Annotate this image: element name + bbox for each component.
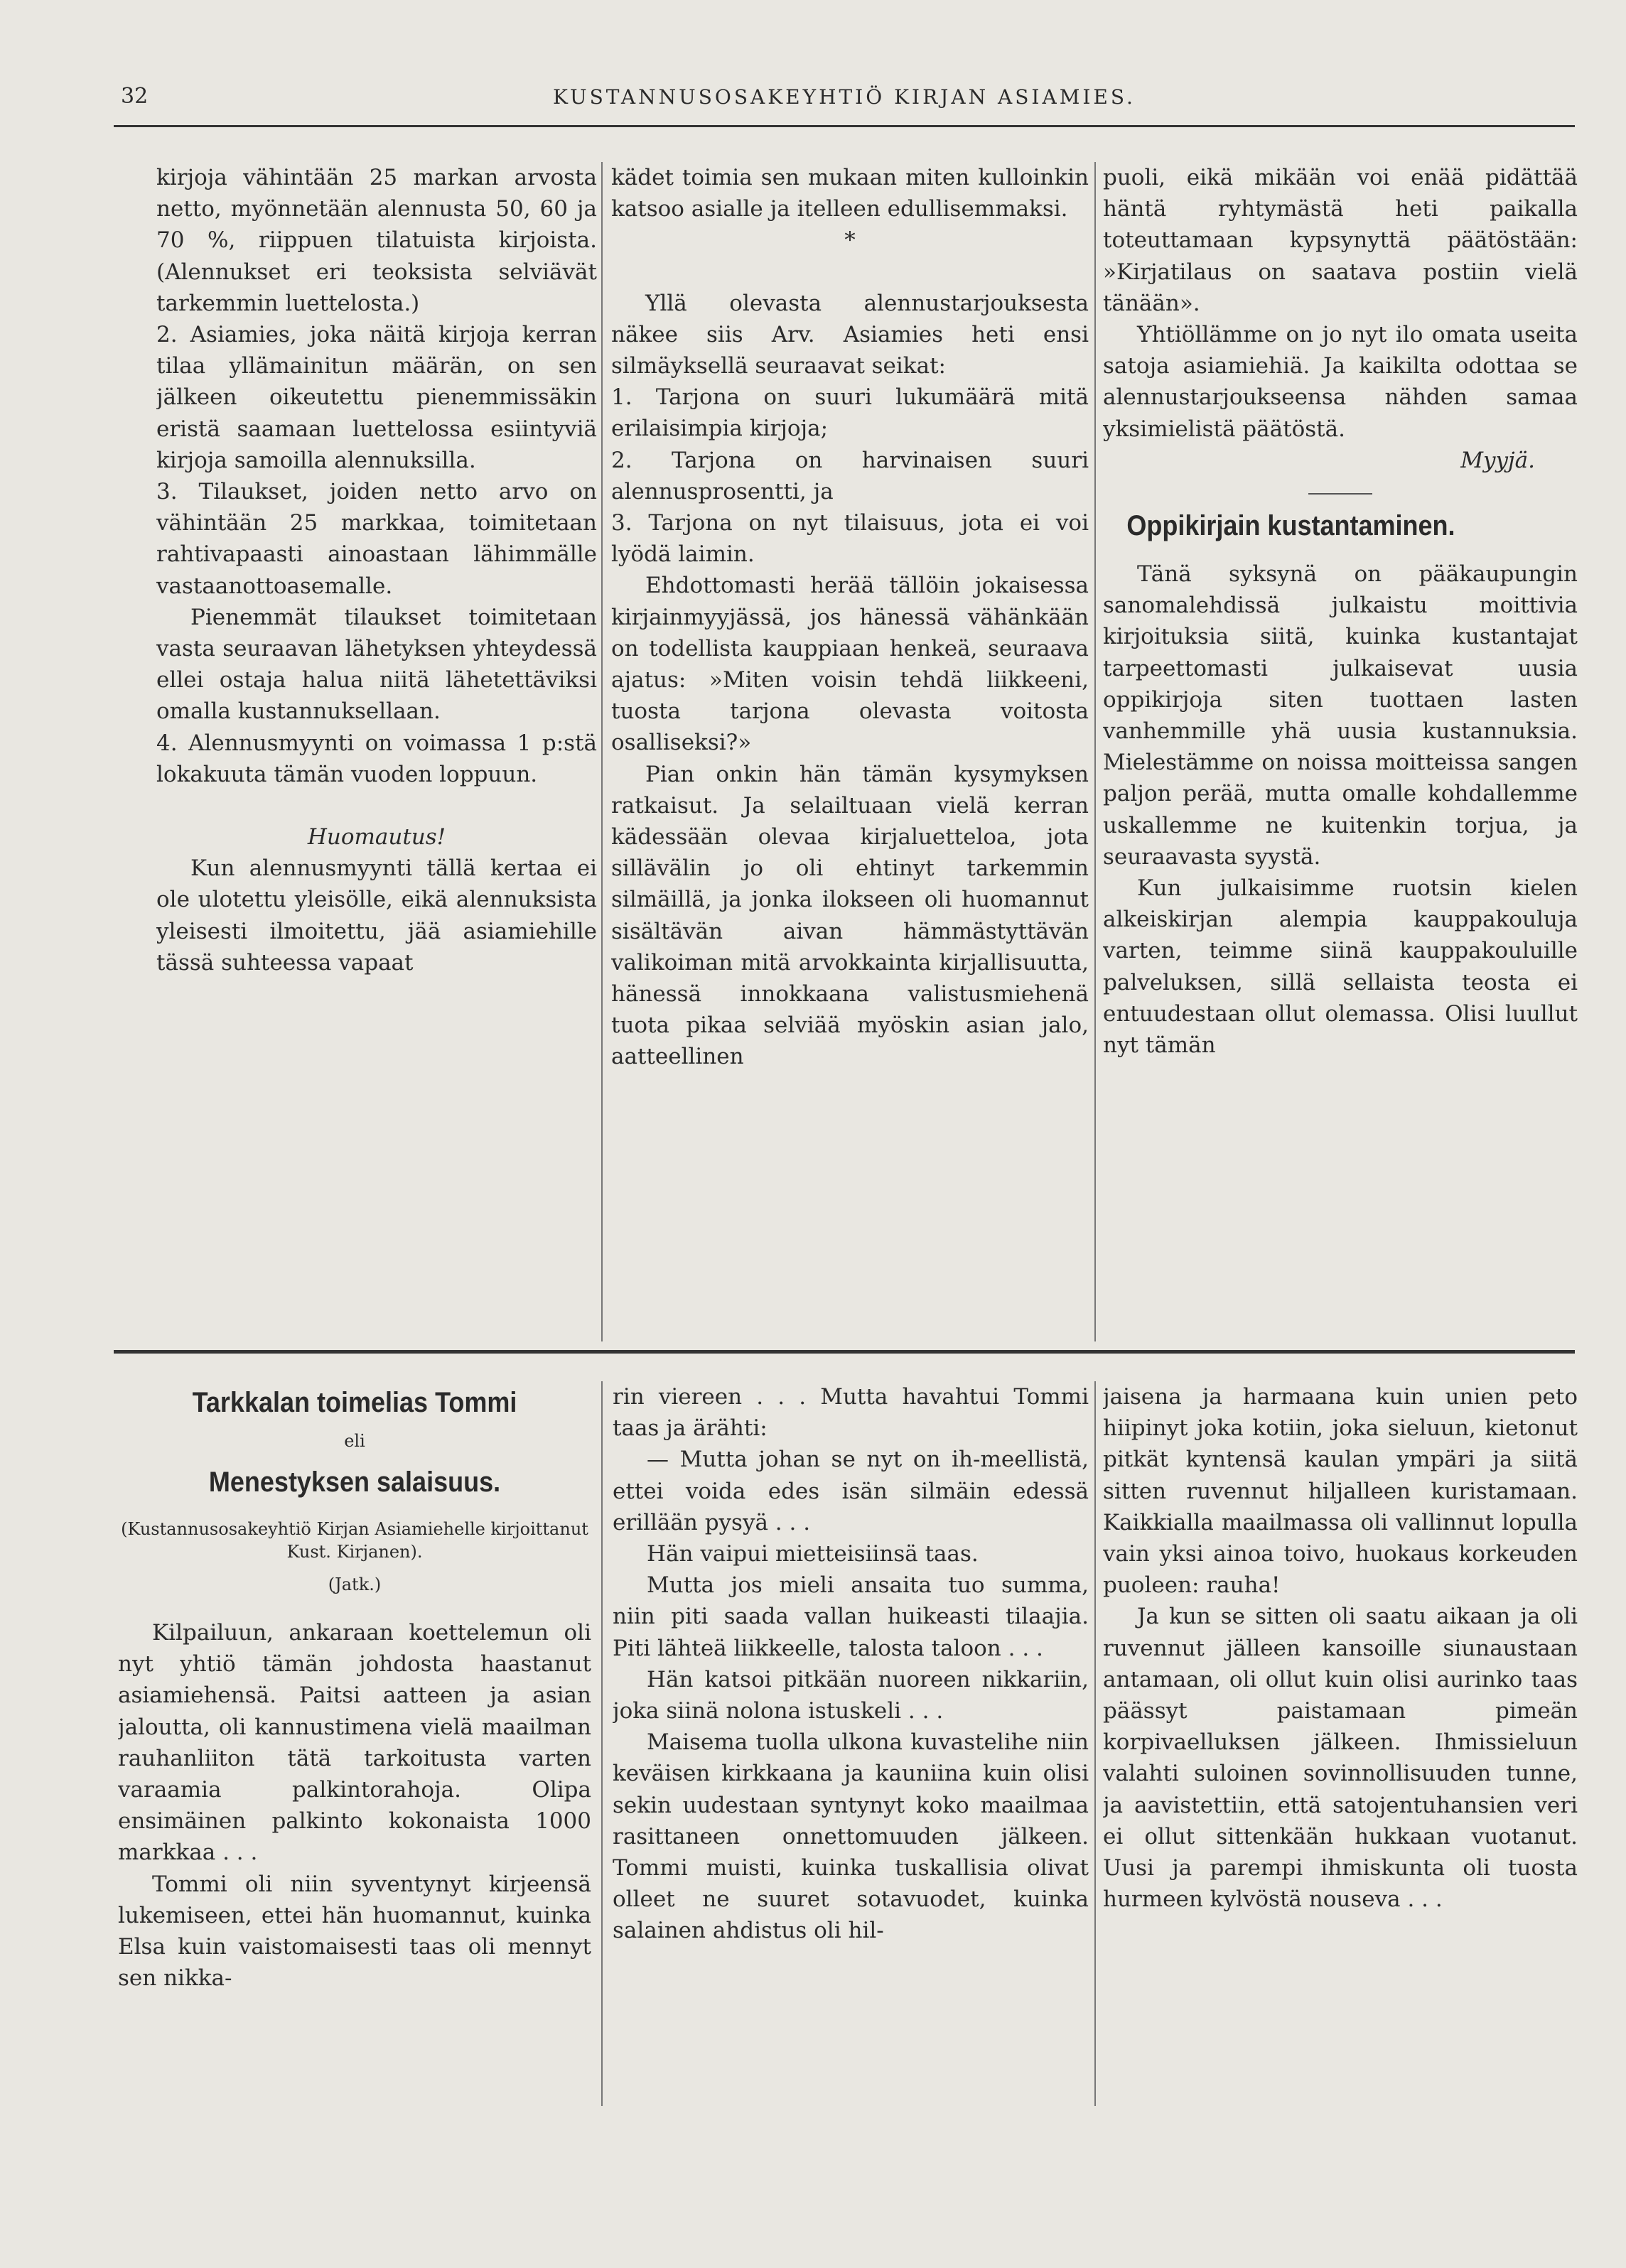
paragraph: jaisena ja harmaana kuin unien peto hiipinyt joka kotiin, joka sieluun, kietonut pitkät kyntensä kaulan ympäri ja siitä sitten ruvennut hiljalleen kuristamaan. Kaikkialla maailmassa oli vallinnut lopulla vain yksi ainoa toivo, huokaus korkeuden puoleen: rauha! — [1103, 1384, 1578, 1599]
page-header — [114, 80, 1575, 122]
paragraph: Hän katsoi pitkään nuoreen nikkariin, joka siinä nolona istuskeli . . . — [613, 1666, 1089, 1724]
paragraph: Kilpailuun, ankaraan koettelemun oli nyt yhtiö tämän johdosta haastanut asiamiehensä. Paitsi aatteen ja asian jaloutta, oli kannustimena vielä maailman rauhanliiton tätä tarkoitusta varten varaamia palkintorahoja. Olipa ensimäinen palkinto kokonaista 1000 markkaa . . . — [118, 1620, 591, 1866]
paragraph: Kun julkaisimme ruotsin kielen alkeiskirjan alempia kauppakouluja varten, teimme siinä kauppakouluille palveluksen, sillä sellaista teosta ei entuudestaan ollut olemassa. Olisi luullut nyt tämän — [1103, 875, 1578, 1059]
paragraph: Yllä olevasta alennustarjouksesta näkee siis Arv. Asiamies heti ensi silmäyksellä seuraavat seikat: — [611, 290, 1089, 379]
story-title: Tarkkalan toimelias Tommi — [192, 1387, 517, 1418]
paragraph: rin viereen . . . Mutta havahtui Tommi taas ja ärähti: — [613, 1384, 1089, 1442]
paragraph: Tommi oli niin syventynyt kirjeensä lukemiseen, ettei hän huomannut, kuinka Elsa kuin vaistomaisesti taas oli mennyt sen nikka- — [118, 1871, 591, 1992]
continued-note: (Jatk.) — [328, 1575, 382, 1594]
column-divider — [1094, 162, 1096, 1341]
column-divider — [601, 1381, 603, 2106]
paragraph: Hän vaipui mietteisiinsä taas. — [647, 1541, 979, 1567]
column-divider — [601, 162, 603, 1341]
short-divider — [1308, 493, 1372, 495]
column-divider — [1094, 1381, 1096, 2106]
bottom-column-3 — [1103, 1381, 1578, 2106]
paragraph: kirjoja vähintään 25 markan arvosta netto, myönnetään alennusta 50, 60 ja 70 %, riippuen tilatuista kirjoista. (Alennukset eri teoksista selviävät tarkemmin luettelosta.) — [156, 165, 597, 316]
paragraph: puoli, eikä mikään voi enää pidättää häntä ryhtymästä heti paikalla toteuttamaan kypsynyttä päätöstään: »Kirjatilaus on saatava postiin vielä tänään». — [1103, 165, 1578, 316]
top-column-2 — [611, 162, 1089, 1341]
list-item: 2. Asiamies, joka näitä kirjoja kerran tilaa yllämainitun määrän, on sen jälkeen oikeutettu pienemmissäkin eristä saamaan luettelossa esiintyviä kirjoja samoilla alennuksilla. — [156, 322, 597, 473]
section-separator: * — [844, 227, 856, 254]
bottom-column-1 — [118, 1381, 591, 2106]
signature: Myyjä. — [1460, 447, 1535, 473]
page-number: 32 — [121, 84, 149, 109]
paragraph: Ehdottomasti herää tällöin jokaisessa kirjainmyyjässä, jos hänessä vähänkään on todellista kauppiaan henkeä, seuraava ajatus: »Miten voisin tehdä liikkeeni, tuosta tarjona olevasta voitosta osalliseksi?» — [611, 573, 1089, 756]
list-item: 1. Tarjona on suuri lukumäärä mitä erilaisimpia kirjoja; — [611, 384, 1089, 442]
paragraph: Kun alennusmyynti tällä kertaa ei ole ulotettu yleisölle, eikä alennuksista yleisesti ilmoitettu, jää asiamiehille tässä suhteessa vapaat — [156, 855, 597, 976]
list-item: 2. Tarjona on harvinaisen suuri alennusprosentti, ja — [611, 447, 1089, 504]
note-heading: Huomautus! — [307, 824, 446, 850]
top-column-1 — [156, 162, 597, 1341]
list-item: 3. Tarjona on nyt tilaisuus, jota ei voi lyödä laimin. — [611, 510, 1089, 568]
list-item: 3. Tilaukset, joiden netto arvo on vähintään 25 markkaa, toimitetaan rahtivapaasti ainoastaan lähimmälle vastaanottoasemalle. — [156, 479, 597, 599]
header-rule — [114, 125, 1575, 127]
story-byline: (Kustannusosakeyhtiö Kirjan Asiamiehelle kirjoittanut Kust. Kirjanen). — [121, 1519, 588, 1562]
article-title: Oppikirjain kustantaminen. — [1126, 510, 1455, 542]
paragraph: Tänä syksynä on pääkaupungin sanomalehdissä julkaistu moittivia kirjoituksia siitä, kuinka kustantajat tarpeettomasti julkaisevat uusia oppikirjoja siten tuottaen lasten vanhemmille yhä uusia kustannuksia. Mielestämme on noissa moitteissa sangen paljon perää, mutta omalle kohdallemme uskallemme ne kuitenkin torjua, ja seuraavasta syystä. — [1103, 561, 1578, 870]
top-column-3 — [1103, 162, 1578, 1341]
paragraph: Maisema tuolla ulkona kuvastelihe niin keväisen kirkkaana ja kauniina kuin olisi sekin uudestaan syntynyt koko maailmaa rasittaneen onnettomuuden jälkeen. Tommi muisti, kuinka tuskallisia olivat olleet ne suuret sotavuodet, kuinka salainen ahdistus oli hil- — [613, 1729, 1089, 1944]
paragraph: Mutta jos mieli ansaita tuo summa, niin piti saada vallan huikeasti tilaajia. Piti lähteä liikkeelle, talosta taloon . . . — [613, 1572, 1089, 1661]
paragraph: Pienemmät tilaukset toimitetaan vasta seuraavan lähetyksen yhteydessä ellei ostaja halua niitä lähetettäviksi omalla kustannuksellaan. — [156, 604, 597, 725]
section-rule — [114, 1350, 1575, 1354]
paragraph: Pian onkin hän tämän kysymyksen ratkaisut. Ja selailtuaan vielä kerran kädessään olevaa kirjaluetteloa, jota sillävälin jo oli ehtinyt tarkemmin silmäillä, ja jonka ilokseen oli huomannut sisältävän aivan hämmästyttävän valikoiman mitä arvokkainta kirjallisuutta, hänessä innokkaana valistusmiehenä tuota pikaa selviää myöskin asian jalo, aatteellinen — [611, 761, 1089, 1070]
bottom-column-2 — [613, 1381, 1089, 2106]
story-subtitle: Menestyksen salaisuus. — [208, 1467, 501, 1498]
paragraph: Yhtiöllämme on jo nyt ilo omata useita satoja asiamiehiä. Ja kaikilta odottaa se alennustarjoukseensa nähden samaa yksimielistä päätöstä. — [1103, 322, 1578, 442]
list-item: 4. Alennusmyynti on voimassa 1 p:stä lokakuuta tämän vuoden loppuun. — [156, 730, 597, 787]
running-head: KUSTANNUSOSAKEYHTIÖ KIRJAN ASIAMIES. — [553, 85, 1136, 109]
paragraph: kädet toimia sen mukaan miten kulloinkin katsoo asialle ja itelleen edullisemmaksi. — [611, 165, 1089, 222]
paragraph: — Mutta johan se nyt on ih-meellistä, ettei voida edes isän silmäin edessä erillään pysyä . . . — [613, 1447, 1089, 1535]
story-title-connector: eli — [344, 1431, 365, 1451]
paragraph: Ja kun se sitten oli saatu aikaan ja oli ruvennut jälleen kansoille siunaustaan antamaan, oli ollut kuin olisi aurinko taas päässyt paistamaan pimeän korpivaelluksen jälkeen. Ihmissieluun valahti suloinen sovinnollisuuden tunne, ja aavistettiin, että satojentuhansien veri ei ollut sittenkään hukkaan vuotanut. Uusi ja parempi ihmiskunta oli tuosta hurmeen kylvöstä nouseva . . . — [1103, 1604, 1578, 1913]
